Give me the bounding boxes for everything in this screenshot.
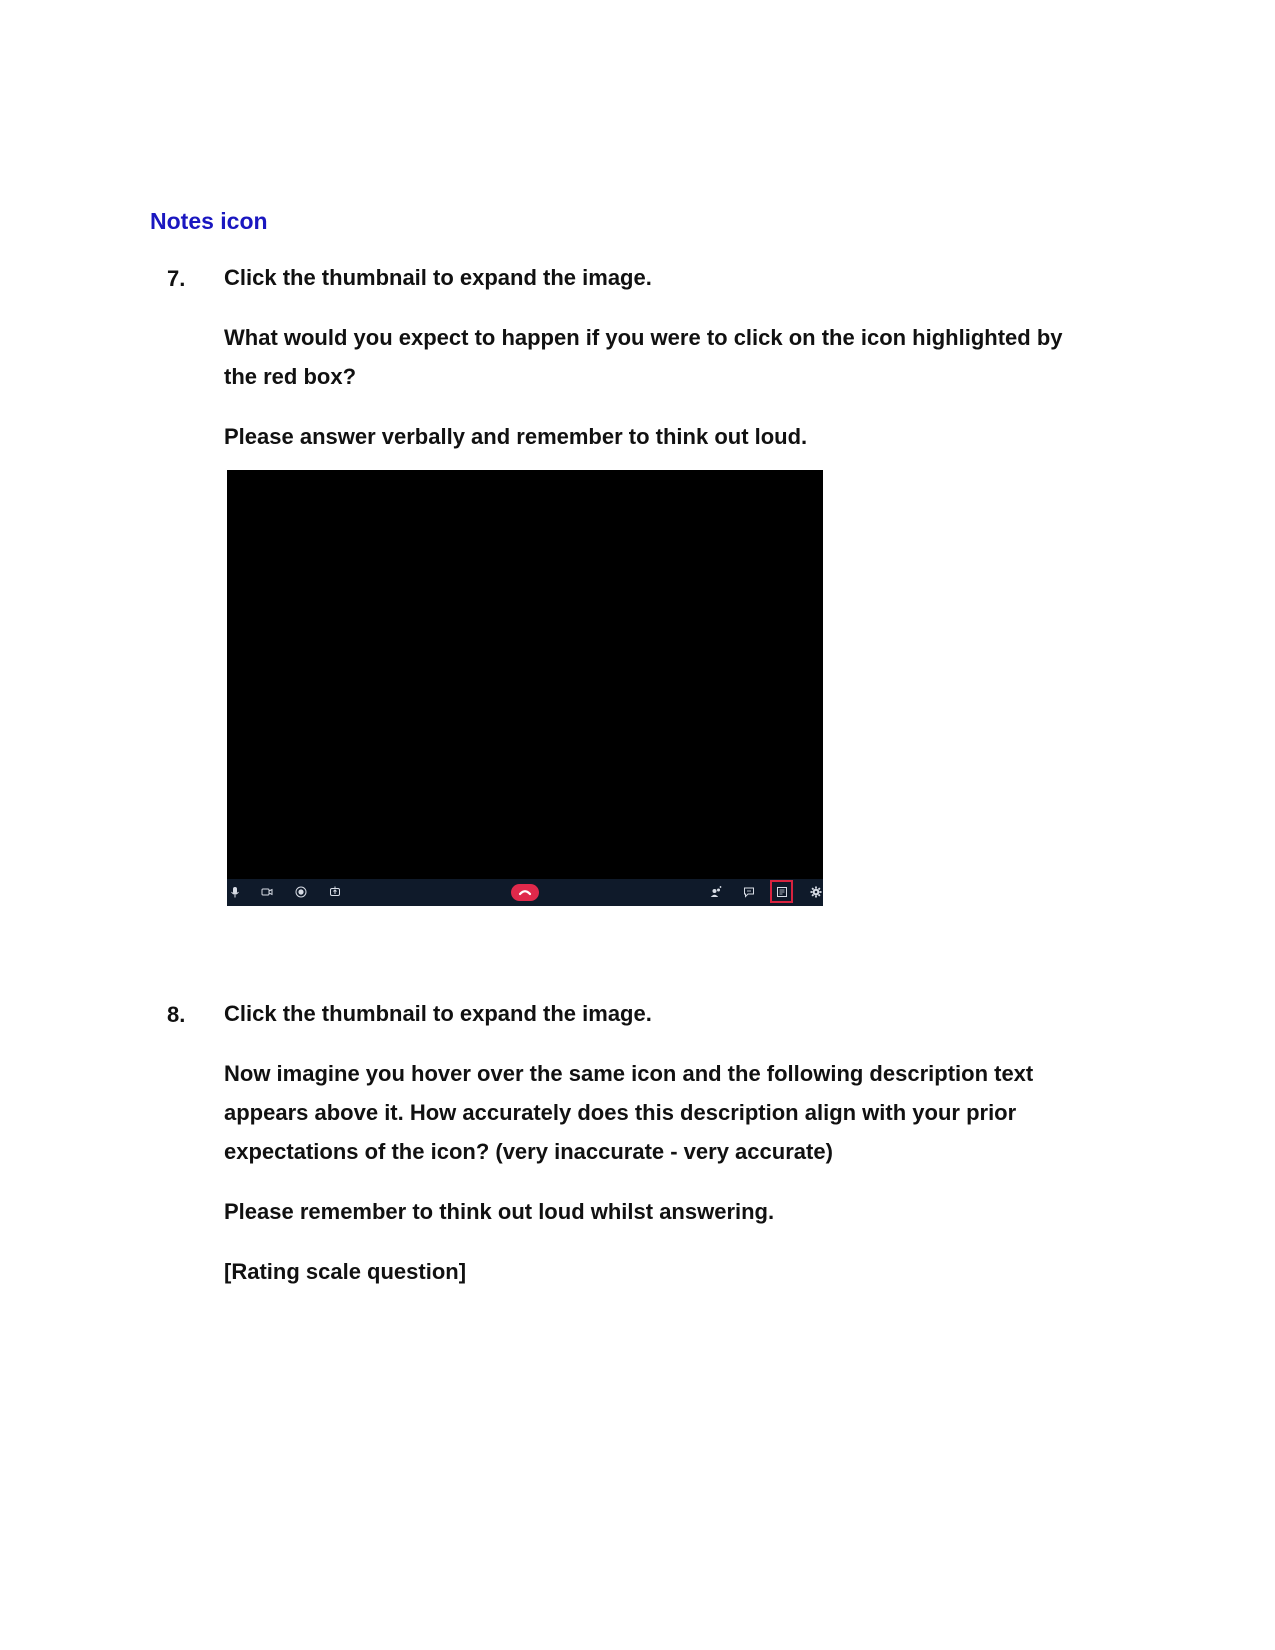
question-prompt-line: Now imagine you hover over the same icon and the following description text: [224, 1061, 1034, 1086]
share-screen-icon[interactable]: [329, 886, 341, 898]
call-ui-thumbnail[interactable]: [227, 470, 823, 906]
section-heading: Notes icon: [150, 208, 268, 234]
question-prompt-line: expectations of the icon? (very inaccurate - very accurate): [224, 1139, 833, 1164]
question-instruction: Click the thumbnail to expand the image.: [224, 1001, 652, 1026]
question-number: 8.: [167, 1002, 186, 1027]
red-highlight-box: [770, 880, 793, 903]
question-prompt-line: the red box?: [224, 364, 357, 389]
call-toolbar: [227, 879, 823, 906]
question-note: Please remember to think out loud whilst answering.: [224, 1199, 775, 1224]
question-instruction: Click the thumbnail to expand the image.: [224, 265, 652, 290]
microphone-icon[interactable]: [229, 886, 241, 898]
phone-hangup-icon: [511, 884, 539, 901]
question-prompt-line: What would you expect to happen if you were to click on the icon highlighted by: [224, 325, 1063, 350]
hangup-button[interactable]: [511, 884, 539, 901]
record-icon[interactable]: [295, 886, 307, 898]
settings-icon[interactable]: [810, 886, 822, 898]
question-type-tag: [Rating scale question]: [224, 1259, 467, 1284]
camera-icon[interactable]: [261, 886, 273, 898]
question-number: 7.: [167, 266, 186, 291]
question-note: Please answer verbally and remember to think out loud.: [224, 424, 808, 449]
participants-icon[interactable]: [710, 886, 722, 898]
chat-icon[interactable]: [743, 886, 755, 898]
question-prompt-line: appears above it. How accurately does this description align with your prior: [224, 1100, 1017, 1125]
